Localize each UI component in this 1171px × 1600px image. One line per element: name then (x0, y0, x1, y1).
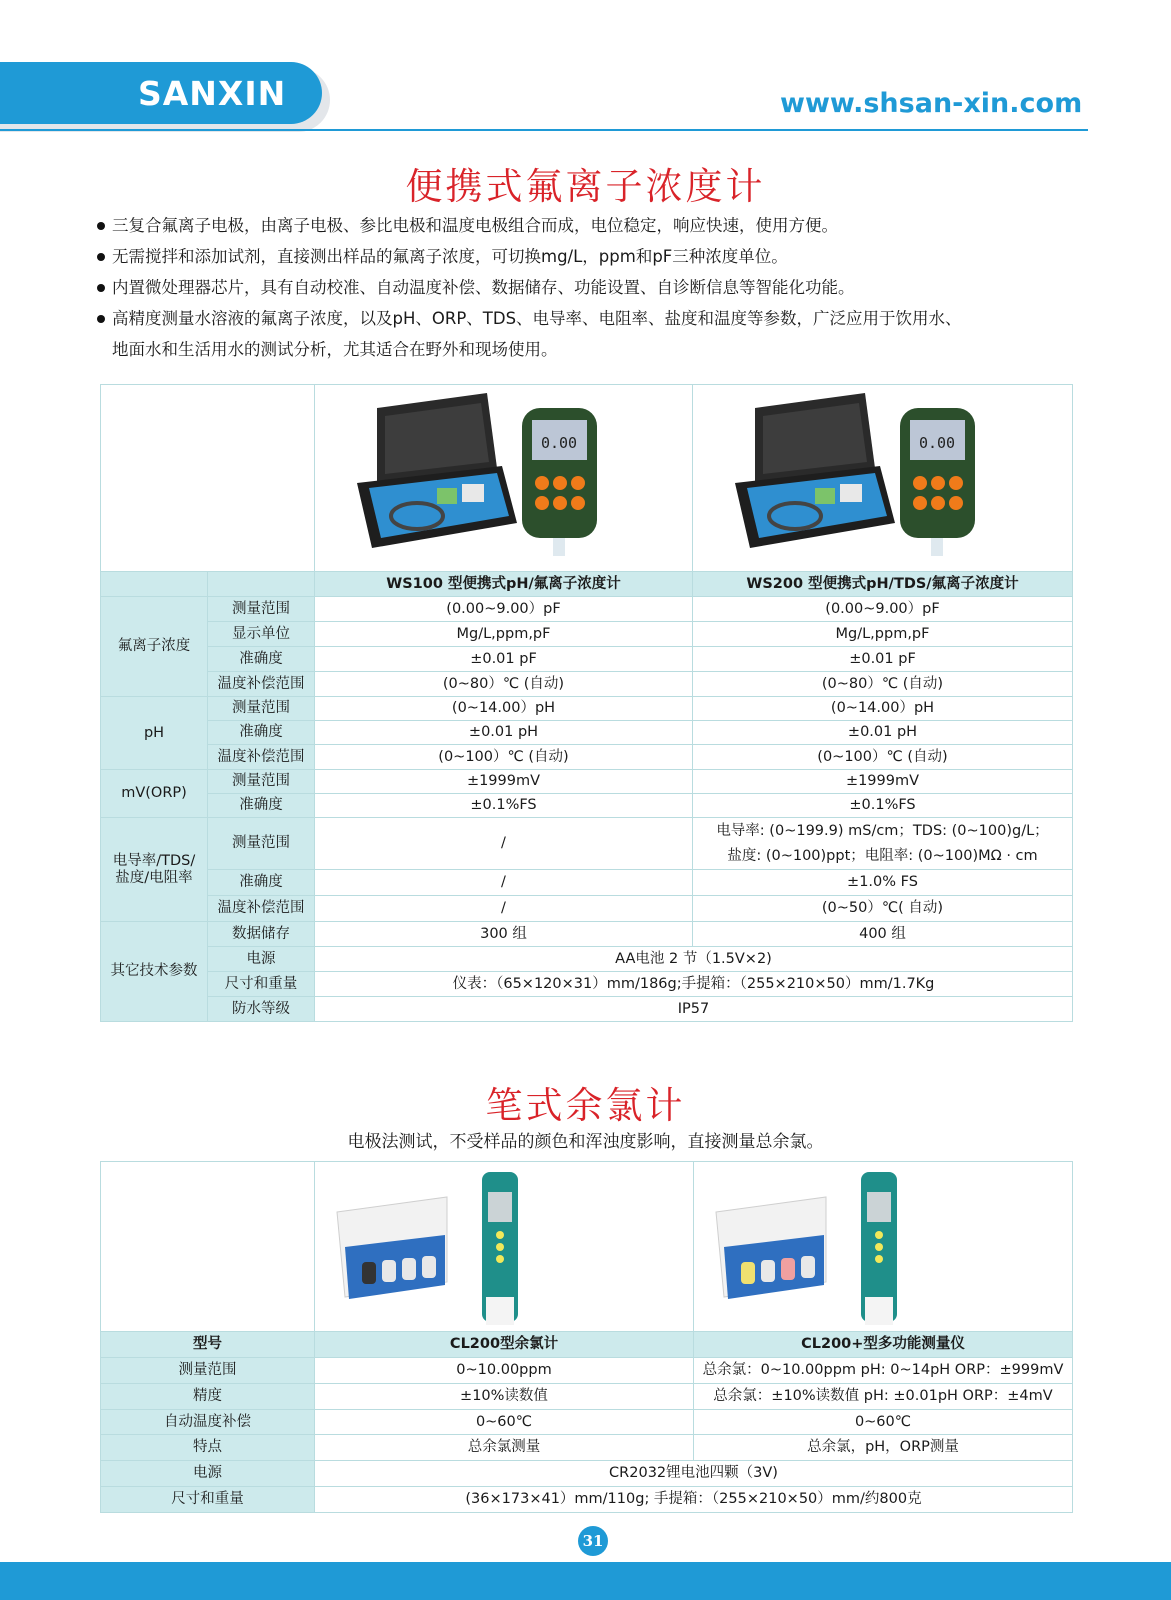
spec-value: ±1999mV (693, 770, 1073, 794)
param-label: 尺寸和重量 (208, 972, 315, 997)
header-divider (0, 129, 1088, 131)
spec-line: 电导率: (0~199.9) mS/cm；TDS: (0~100)g/L； (716, 822, 1049, 839)
spec-value: / (315, 818, 693, 870)
feature-item-continuation: 地面水和生活用水的测试分析，尤其适合在野外和现场使用。 (112, 340, 558, 359)
footer-band (0, 1562, 1171, 1600)
spec-value: / (315, 870, 693, 896)
spec-value: 0~10.00ppm (315, 1358, 694, 1384)
meter-kit-icon (317, 388, 617, 568)
spec-value: 300 组 (315, 922, 693, 947)
spec-line: 盐度: (0~100)ppt；电阻率: (0~100)MΩ · cm (727, 847, 1038, 864)
spec-value: 总余氯：±10%读数值 pH: ±0.01pH ORP：±4mV (694, 1384, 1073, 1410)
group-label-orp: mV(ORP) (101, 770, 208, 818)
spec-value: Mg/L,ppm,pF (693, 622, 1073, 647)
spec-value: 总余氯：0~10.00ppm pH: 0~14pH ORP：±999mV (694, 1358, 1073, 1384)
param-label: 电源 (101, 1461, 315, 1487)
spec-value: ±0.01 pH (693, 721, 1073, 745)
cl200-product-image (315, 1162, 694, 1332)
section2-subtitle: 电极法测试，不受样品的颜色和浑浊度影响，直接测量总余氯。 (347, 1132, 824, 1152)
spec-value: ±10%读数值 (315, 1384, 694, 1410)
ws200-product-image (693, 385, 1073, 572)
chlorine-spec-table (100, 1161, 1073, 1513)
spec-value: (0.00~9.00）pF (693, 597, 1073, 622)
param-label: 自动温度补偿 (101, 1410, 315, 1435)
spec-value: (0~14.00）pH (315, 697, 693, 721)
group-label-ph: pH (101, 697, 208, 770)
website-url[interactable]: www.shsan-xin.com (780, 88, 1083, 119)
table-corner (101, 1162, 315, 1332)
pen-meter-kit-icon (696, 1167, 956, 1327)
param-label: 准确度 (208, 870, 315, 896)
feature-item: 三复合氟离子电极，由离子电极、参比电极和温度电极组合而成，电位稳定，响应快速，使用方便。 (95, 210, 1105, 241)
spec-value-shared: IP57 (315, 997, 1073, 1022)
param-label: 特点 (101, 1435, 315, 1461)
spec-value: ±0.01 pF (315, 647, 693, 672)
param-label: 精度 (101, 1384, 315, 1410)
spec-value: (0~50）℃( 自动) (693, 896, 1073, 922)
fluoride-spec-table (100, 384, 1073, 1022)
param-label: 显示单位 (208, 622, 315, 647)
param-label: 电源 (208, 947, 315, 972)
feature-item: 无需搅拌和添加试剂，直接测出样品的氟离子浓度，可切换mg/L，ppm和pF三种浓度单位。 (95, 241, 1105, 272)
cl200plus-product-image (694, 1162, 1073, 1332)
spec-value: ±0.1%FS (693, 794, 1073, 818)
spec-value: 0~60℃ (694, 1410, 1073, 1435)
brand-logo: SANXIN (138, 74, 287, 113)
param-label: 防水等级 (208, 997, 315, 1022)
spec-value: ±1999mV (315, 770, 693, 794)
param-label: 准确度 (208, 794, 315, 818)
spec-value: Mg/L,ppm,pF (315, 622, 693, 647)
param-label: 测量范围 (208, 770, 315, 794)
model-header: WS200 型便携式pH/TDS/氟离子浓度计 (693, 572, 1073, 597)
param-label: 准确度 (208, 721, 315, 745)
spec-value-shared: AA电池 2 节（1.5V×2) (315, 947, 1073, 972)
spec-value-shared: CR2032锂电池四颗（3V) (315, 1461, 1073, 1487)
param-label: 温度补偿范围 (208, 745, 315, 770)
spec-value: / (315, 896, 693, 922)
spec-value: 总余氯测量 (315, 1435, 694, 1461)
param-label: 测量范围 (101, 1358, 315, 1384)
svg-text:0.00: 0.00 (918, 434, 956, 452)
spec-value: (0~80）℃ (自动) (315, 672, 693, 697)
spec-value: (0~80）℃ (自动) (693, 672, 1073, 697)
section2-title: 笔式余氯计 (485, 1084, 686, 1127)
feature-item: 高精度测量水溶液的氟离子浓度，以及pH、ORP、TDS、电导率、电阻率、盐度和温度等参数，广泛应用于饮用水、 (95, 303, 1105, 334)
spec-value-shared: 仪表：（65×120×31）mm/186g;手提箱：（255×210×50）mm/1.7Kg (315, 972, 1073, 997)
param-label: 尺寸和重量 (101, 1487, 315, 1513)
spec-value: ±0.01 pH (315, 721, 693, 745)
spec-value: ±0.1%FS (315, 794, 693, 818)
group-label-other: 其它技术参数 (101, 922, 208, 1022)
param-label: 测量范围 (208, 597, 315, 622)
spec-value: 0~60℃ (315, 1410, 694, 1435)
spec-value: ±0.01 pF (693, 647, 1073, 672)
group-label-conductivity: 电导率/TDS/盐度/电阻率 (101, 818, 208, 922)
param-cell (208, 572, 315, 597)
page-number: 31 (578, 1526, 608, 1556)
feature-item: 内置微处理器芯片，具有自动校准、自动温度补偿、数据储存、功能设置、自诊断信息等智能化功能。 (95, 272, 1105, 303)
param-label: 测量范围 (208, 697, 315, 721)
param-label: 温度补偿范围 (208, 896, 315, 922)
spec-value-shared: (36×173×41）mm/110g; 手提箱：（255×210×50）mm/约800克 (315, 1487, 1073, 1513)
svg-text:0.00: 0.00 (540, 434, 578, 452)
group-label-fluoride: 氟离子浓度 (101, 597, 208, 697)
param-label: 数据储存 (208, 922, 315, 947)
pen-meter-kit-icon (317, 1167, 577, 1327)
meter-kit-icon (695, 388, 995, 568)
model-header: CL200型余氯计 (315, 1332, 694, 1358)
group-cell (101, 572, 208, 597)
param-label: 温度补偿范围 (208, 672, 315, 697)
spec-value: (0.00~9.00）pF (315, 597, 693, 622)
spec-value: (0~100）℃ (自动) (315, 745, 693, 770)
spec-value-multiline (693, 818, 1073, 870)
param-label: 测量范围 (208, 818, 315, 870)
spec-value: ±1.0% FS (693, 870, 1073, 896)
spec-value: 400 组 (693, 922, 1073, 947)
section1-title: 便携式氟离子浓度计 (405, 165, 766, 208)
table-corner (101, 385, 315, 572)
spec-value: 总余氯，pH，ORP测量 (694, 1435, 1073, 1461)
spec-value: (0~14.00）pH (693, 697, 1073, 721)
ws100-product-image (315, 385, 693, 572)
feature-list (95, 210, 1105, 365)
spec-value: (0~100）℃ (自动) (693, 745, 1073, 770)
model-header: CL200+型多功能测量仪 (694, 1332, 1073, 1358)
model-header: WS100 型便携式pH/氟离子浓度计 (315, 572, 693, 597)
model-header-label: 型号 (101, 1332, 315, 1358)
param-label: 准确度 (208, 647, 315, 672)
